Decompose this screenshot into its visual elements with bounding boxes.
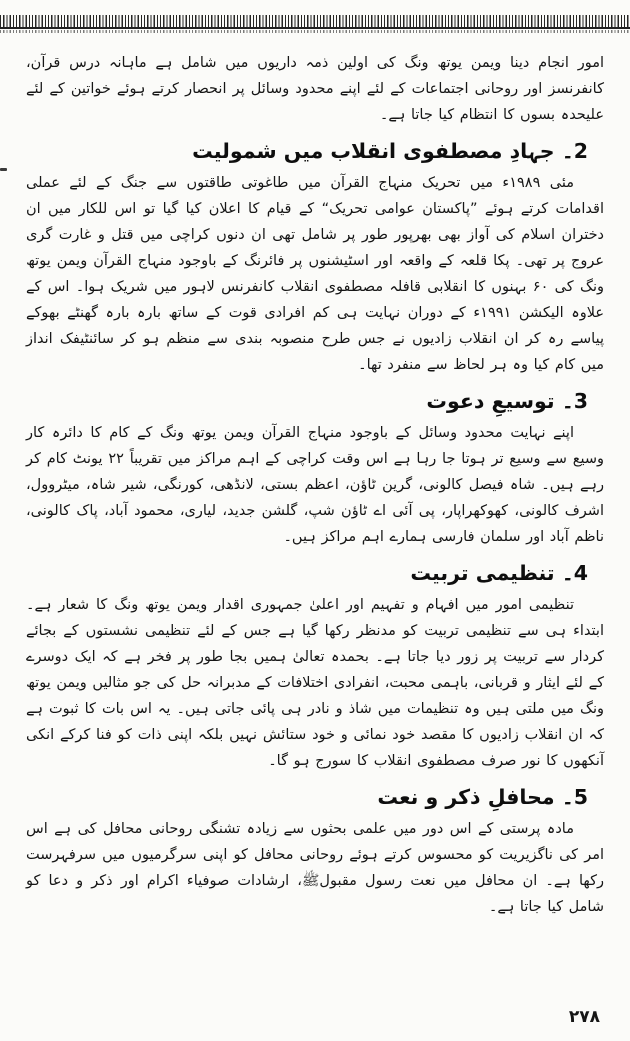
intro-paragraph: امور انجام دینا ویمن یوتھ ونگ کی اولین ذمہ داریوں میں شامل ہے ماہانہ درس قرآن، کانفرنسز اور روحانی اجتماعات کے لئے اپنے محدود وسائل پر انحصار کرتے ہوئے خواتین کے لئے علیحدہ بسوں کا انتظام کیا جاتا ہے۔ bbox=[26, 55, 604, 123]
section-body-jihad-mustafavi-inqilab: مئی ۱۹۸۹ء میں تحریک منہاج القرآن میں طاغوتی طاقتوں سے جنگ کے لئے عملی اقدامات کرتے ہوئے ”پاکستان عوامی تحریک“ کے قیام کا اعلان کیا گیا تو اس للکار میں ان دختران اسلام کی آواز بھی بھرپور طور پر شامل تھی ان دنوں کراچی میں قتل و غارت گری عروج پر تھی۔ پکا قلعہ کے واقعہ اور اسٹیشنوں پر فائرنگ کے باوجود منہاج القرآن ویمن یوتھ ونگ کی ۶۰ بہنوں کا انقلابی قافلہ مصطفوی انقلاب کانفرنس لاہور میں شریک ہوا۔ اس کے علاوہ الیکشن ۱۹۹۱ء کے دوران نہایت ہی کم افرادی قوت کے ساتھ بارہ بارہ گھنٹے بھوکے پیاسے رہ کر ان انقلاب زادیوں نے جس طرح منصوبہ بندی سے منظم ہو کر سائنٹیفک انداز میں کام کیا وہ ہر لحاظ سے منفرد تھا۔ bbox=[26, 175, 605, 373]
page-number: ۲۷۸ bbox=[568, 1007, 600, 1027]
section-body-tanzeemi-tarbiyat: تنظیمی امور میں افہام و تفہیم اور اعلیٰ جمہوری اقدار ویمن یوتھ ونگ کا شعار ہے۔ ابتداء ہی سے تنظیمی تربیت کو مدنظر رکھا گیا ہے جس کے لئے تنظیمی نشستوں کے بجائے کردار سے تربیت پر زور دیا جاتا ہے۔ بحمدہ تعالیٰ ہمیں بجا طور پر فخر ہے کہ ایک دوسرے کے لئے ایثار و قربانی، باہمی محبت، انفرادی اختلافات کے مدبرانہ حل کی جو مثالیں ویمن یوتھ ونگ میں ملتی ہیں وہ تنظیمات میں شاذ و نادر ہی پائی جاتی ہیں۔ یہ اس بات کا ثبوت ہے کہ ان انقلاب زادیوں کا مقصد خود نمائی و خود ستائش نہیں بلکہ اپنی ذات کو فنا کرکے انکی آنکھوں کا نور صرف مصطفوی انقلاب کا سورج ہو گا۔ bbox=[26, 597, 604, 769]
section-heading-tanzeemi-tarbiyat: 4۔ تنظیمی تربیت bbox=[410, 561, 588, 585]
page-top-border bbox=[0, 15, 630, 29]
scan-artifact bbox=[0, 168, 7, 171]
section-body-tausee-dawat: اپنے نہایت محدود وسائل کے باوجود منہاج القرآن ویمن یوتھ ونگ کے کام کا دائرہ کار وسیع سے وسیع تر ہوتا جا رہا ہے اس وقت کراچی کے اہم مراکز میں تقریباً ۲۲ یونٹ کام کر رہے ہیں۔ شاہ فیصل کالونی، گرین ٹاؤن، اعظم بستی، لانڈھی، کورنگی، شیر شاہ، میٹروول، اشرف کالونی، کھوکھراپار، پی آئی اے ٹاؤن شپ، گلشن جدید، لیاری، محمود آباد، پاک کالونی، ناظم آباد اور سلمان فارسی ہمارے اہم مراکز ہیں۔ bbox=[26, 425, 604, 545]
page-top-border-sub bbox=[0, 30, 630, 33]
section-heading-mahafil-zikr-o-naat: 5۔ محافلِ ذکر و نعت bbox=[377, 785, 588, 809]
page-content bbox=[26, 50, 604, 931]
section-body-mahafil-zikr-o-naat: مادہ پرستی کے اس دور میں علمی بحثوں سے زیادہ تشنگی روحانی محافل کی ہے اس امر کی ناگزیریت کو محسوس کرتے ہوئے روحانی محافل کو اپنی سرگرمیوں میں سرفہرست رکھا ہے۔ ان محافل میں نعت رسول مقبولﷺ، ارشادات صوفیاء اکرام اور ذکر و دعا کو شامل کیا جاتا ہے۔ bbox=[26, 821, 604, 915]
section-heading-jihad-mustafavi-inqilab: 2۔ جہادِ مصطفوی انقلاب میں شمولیت bbox=[192, 139, 588, 163]
section-heading-tausee-dawat: 3۔ توسیعِ دعوت bbox=[426, 389, 588, 413]
